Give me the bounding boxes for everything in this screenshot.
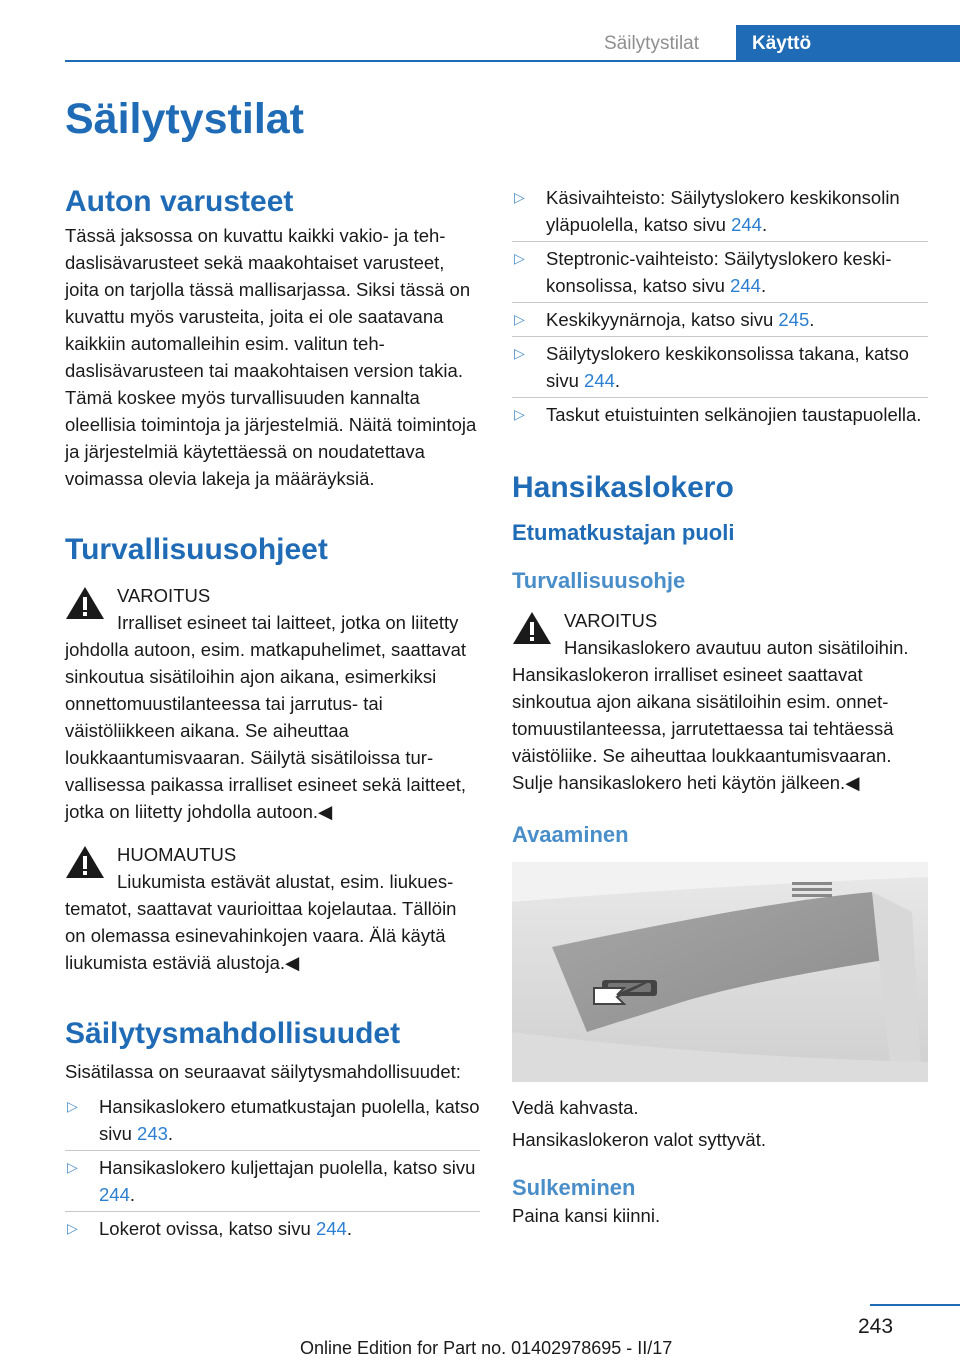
notice-text: Liukumista estävät alustat, esim. liukuestematot, saattavat vaurioittaa kojelautaa. Tällöin on olemassa esinevahinkojen vaara. Älä käytä liukumista estäviä alustoja.◀ (65, 871, 457, 973)
page-link[interactable]: 243 (137, 1123, 168, 1144)
heading-storage-options: Säilytysmahdollisuudet (65, 1017, 401, 1050)
heading-safety-note: Turvallisuusohje (512, 568, 686, 594)
warning-label: VAROITUS (564, 609, 658, 631)
bullet-triangle-icon: ▷ (514, 189, 525, 205)
warning-block (65, 582, 480, 825)
heading-passenger-side: Etumatkustajan puoli (512, 520, 735, 545)
list-item: ▷ Hansikaslokero kuljettajan puolella, katso sivu 244. (65, 1154, 480, 1208)
storage-list-right (512, 184, 928, 428)
page-link[interactable]: 244 (99, 1184, 130, 1205)
page-link[interactable]: 245 (778, 309, 810, 330)
page-link[interactable]: 244 (584, 370, 615, 391)
opening-step-1: Vedä kahvasta. (512, 1097, 639, 1119)
bullet-triangle-icon: ▷ (514, 406, 525, 422)
equipment-paragraph: Tässä jaksossa on kuvattu kaikki vakio- ja tehdaslisävarusteet sekä maakohtaiset varusteet, joita on tarjolla tässä mallisarjassa. Siksi tässä on kuvattu myös varusteita, joita ei ole saatavana kaikkiin automalleihin esim. valitun tehdaslisävarusteen tai maakohtaisen version takia. Tämä koskee myös turvallisuuden kannalta oleellisia toimintoja ja järjestelmiä. Näitä toimintoja ja järjestelmiä käytettäessä on noudatettava voimassa olevia lakeja ja määräyksiä. (65, 225, 477, 489)
list-item: ▷ Säilytyslokero keskikonsolissa takana, katso sivu 244. (512, 340, 928, 394)
heading-equipment: Auton varusteet (65, 185, 294, 218)
bullet-triangle-icon: ▷ (67, 1159, 78, 1175)
page-title: Säilytystilat (65, 95, 304, 143)
warning-text: Hansikaslokero avautuu auton sisätiloihin. Hansikaslokeron irralliset esineet saattavat sinkoutua ajon aikana sisätiloihin esim. onnettomuustilanteessa, jarrutettaessa tai tehtäessä väistöliike. Se aiheuttaa loukkaantumisvaaran. Sulje hansikaslokero heti käytön jälkeen.◀ (512, 636, 909, 793)
notice-triangle-icon (65, 845, 105, 879)
notice-block (65, 841, 480, 976)
page-number: 243 (858, 1315, 894, 1338)
header-section-label: Säilytystilat (604, 33, 700, 54)
storage-list-left (65, 1093, 480, 1242)
warning-label: VAROITUS (117, 585, 211, 606)
footer-edition: Online Edition for Part no. 01402978695 - II/17 (300, 1338, 673, 1358)
bullet-triangle-icon: ▷ (67, 1220, 78, 1236)
warning-block (512, 607, 928, 796)
warning-text: Irralliset esineet tai laitteet, jotka on liitetty johdolla autoon, esim. matkapuhelimet, saattavat sinkoutua sisätiloihin ajon aikana, esimerkiksi onnettomuustilanteessa tai jarrutus- tai väistöliikkeen aikana. Se aiheuttaa loukkaantumisvaaran. Säilytä sisätiloissa turvallisessa paikassa irralliset esineet sekä laitteet, jotka on liitetty johdolla autoon.◀ (65, 612, 467, 822)
notice-label: HUOMAUTUS (117, 844, 237, 865)
list-item: ▷ Keskikyynärnoja, katso sivu 245. (512, 306, 928, 333)
page-link[interactable]: 244 (315, 1218, 347, 1239)
glovebox-handle-illustration (512, 862, 928, 1082)
closing-text: Paina kansi kiinni. (512, 1204, 661, 1226)
list-item: ▷ Steptronic-vaihteisto: Säilytyslokero keskikonsolissa, katso sivu 244. (512, 245, 928, 299)
heading-safety-instructions: Turvallisuusohjeet (65, 533, 328, 566)
page-link[interactable]: 244 (730, 275, 761, 296)
glovebox-illustration (512, 862, 928, 1082)
list-item: ▷ Käsivaihteisto: Säilytyslokero keskikonsolin yläpuolella, katso sivu 244. (512, 184, 928, 238)
bullet-triangle-icon: ▷ (514, 311, 525, 327)
heading-glovebox: Hansikaslokero (512, 471, 734, 504)
heading-opening: Avaaminen (512, 821, 629, 847)
left-column (65, 184, 480, 1249)
opening-step-2: Hansikaslokeron valot syttyvät. (512, 1129, 766, 1151)
warning-triangle-icon (512, 611, 552, 645)
list-item: ▷ Lokerot ovissa, katso sivu 244. (65, 1215, 480, 1242)
right-column (512, 184, 928, 1229)
header-chapter-label: Käyttö (752, 33, 812, 54)
bullet-triangle-icon: ▷ (67, 1098, 78, 1114)
bullet-triangle-icon: ▷ (514, 345, 525, 361)
bullet-triangle-icon: ▷ (514, 250, 525, 266)
page-link[interactable]: 244 (731, 214, 762, 235)
heading-closing: Sulkeminen (512, 1175, 636, 1201)
warning-triangle-icon (65, 586, 105, 620)
list-item: ▷ Hansikaslokero etumatkustajan puolella, katso sivu 243. (65, 1093, 480, 1147)
storage-intro: Sisätilassa on seuraavat säilytysmahdollisuudet: (65, 1061, 461, 1082)
footer-rule (870, 1304, 960, 1306)
list-item: ▷ Taskut etuistuinten selkänojien taustapuolella. (512, 401, 928, 428)
